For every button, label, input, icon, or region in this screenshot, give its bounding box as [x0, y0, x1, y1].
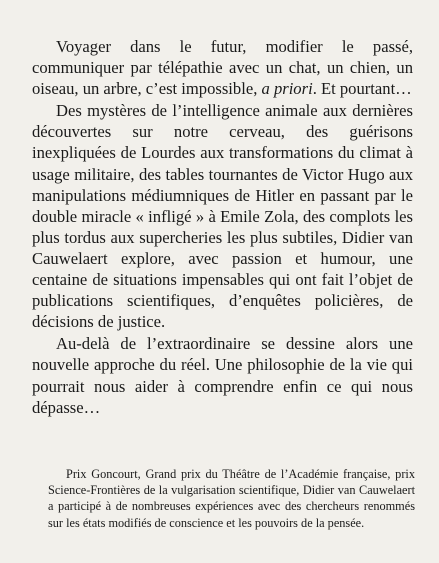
- author-bio-text: Prix Goncourt, Grand prix du Théâtre de l’Académie française, prix Science-Frontières de la vulgarisation scientifique, Didier van Cauwelaert a participé à de nombreuses expériences avec des chercheurs renommés sur les états modifiés de conscience et les pouvoirs de la pensée.: [48, 467, 415, 530]
- blurb-italic-a-priori: a priori: [261, 79, 313, 99]
- author-bio: [48, 466, 415, 531]
- blurb-paragraph-3: Au-delà de l’extraordinaire se dessine alors une nouvelle approche du réel. Une philosophie de la vie qui pourrait nous aider à comprendre enfin ce qui nous dépasse…: [32, 334, 413, 417]
- blurb-paragraph-2: Des mystères de l’intelligence animale aux dernières découvertes sur notre cerveau, des guérisons inexpliquées de Lourdes aux transformations du climat à usage militaire, des tables tournantes de Victor Hugo aux manipulations médiumniques de Hitler en passant par le double miracle « infligé » à Emile Zola, des complots les plus tordus aux supercheries les plus subtiles, Didier van Cauwelaert explore, avec passion et humour, une centaine de situations impensables qui ont fait l’objet de publications scientifiques, d’enquêtes policières, de décisions de justice.: [32, 101, 413, 332]
- blurb-paragraph-1-text: Voyager dans le futur, modifier le passé, communiquer par télépathie avec un chat, un chien, un oiseau, un arbre, c’est impossible,: [32, 37, 413, 99]
- blurb-paragraph-1-end: . Et pourtant…: [312, 79, 412, 99]
- blurb: [32, 36, 413, 418]
- blurb-paragraph-1: [32, 36, 413, 99]
